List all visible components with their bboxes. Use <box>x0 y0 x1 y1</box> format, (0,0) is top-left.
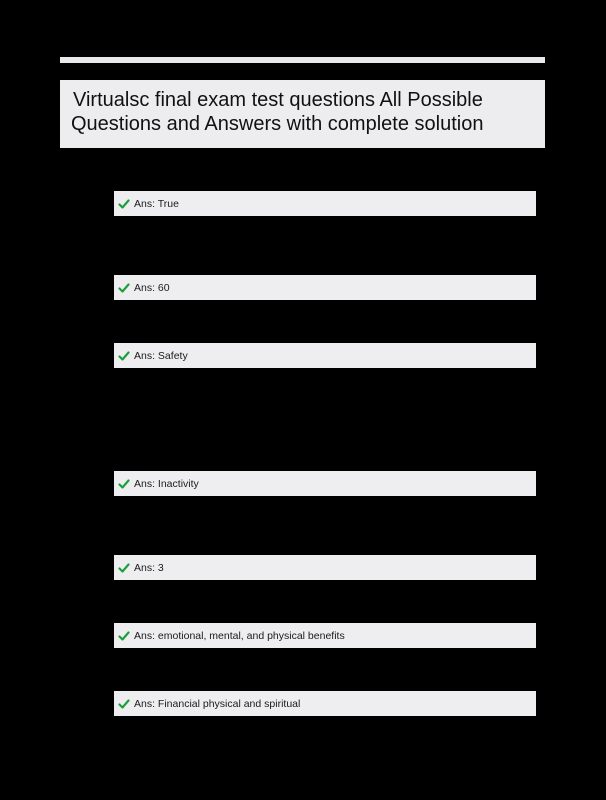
answer-text: Ans: Financial physical and spiritual <box>134 697 301 710</box>
answer-box <box>114 623 536 648</box>
answer-text: Ans: 3 <box>134 561 164 574</box>
answer-box <box>114 691 536 716</box>
answer-box <box>114 343 536 368</box>
document-title-line-1: Virtualsc final exam test questions All Possible <box>73 89 483 111</box>
answer-box <box>114 555 536 580</box>
title-box <box>60 80 545 148</box>
check-icon <box>118 350 130 362</box>
check-icon <box>118 198 130 210</box>
check-icon <box>118 630 130 642</box>
answer-text: Ans: 60 <box>134 281 170 294</box>
answer-box <box>114 275 536 300</box>
answer-text: Ans: Safety <box>134 349 188 362</box>
check-icon <box>118 478 130 490</box>
answer-box <box>114 471 536 496</box>
check-icon <box>118 282 130 294</box>
answer-text: Ans: Inactivity <box>134 477 199 490</box>
header-rule <box>60 57 545 63</box>
answer-text: Ans: emotional, mental, and physical benefits <box>134 629 345 642</box>
answer-box <box>114 191 536 216</box>
answer-text: Ans: True <box>134 197 179 210</box>
check-icon <box>118 562 130 574</box>
document-title-line-2: Questions and Answers with complete solution <box>71 113 484 135</box>
check-icon <box>118 698 130 710</box>
